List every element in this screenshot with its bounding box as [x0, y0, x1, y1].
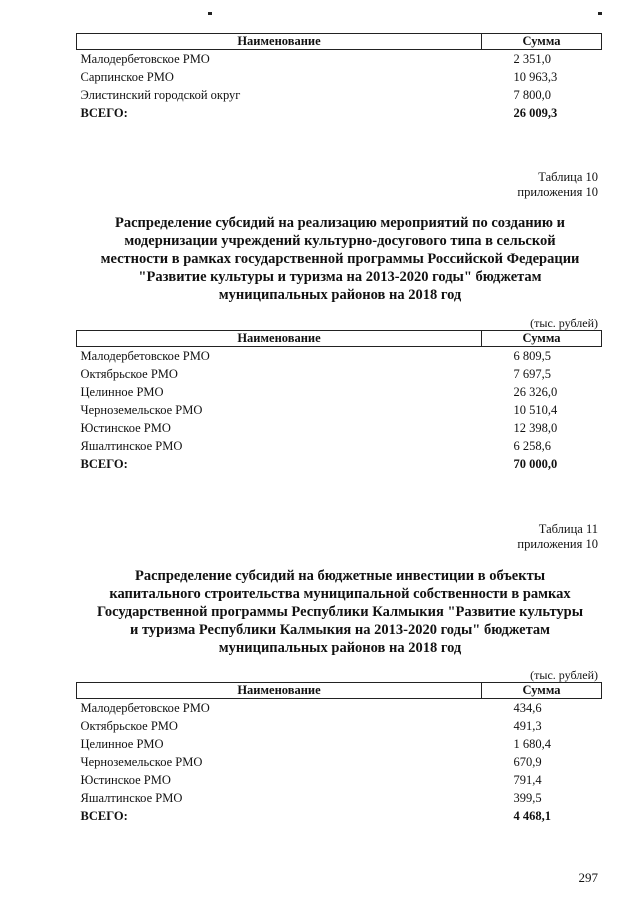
- scan-mark: [208, 12, 212, 15]
- column-header-name: Наименование: [77, 34, 482, 50]
- heading-line: муниципальных районов на 2018 год: [218, 287, 462, 303]
- row-sum: 6 809,5: [513, 349, 551, 363]
- total-sum: 70 000,0: [513, 457, 558, 471]
- caption-line: Таблица 11: [538, 522, 598, 536]
- table-row: [77, 50, 602, 69]
- row-name: Сарпинское РМО: [80, 70, 174, 84]
- row-sum: 491,3: [513, 719, 542, 733]
- row-name: Малодербетовское РМО: [80, 52, 210, 66]
- row-name: Черноземельское РМО: [80, 755, 203, 769]
- table-row: [77, 383, 602, 401]
- row-name: Юстинское РМО: [80, 773, 171, 787]
- table-row: [77, 771, 602, 789]
- row-sum: 1 680,4: [513, 737, 551, 751]
- table-11-heading: [70, 567, 610, 657]
- total-sum: 4 468,1: [513, 809, 551, 823]
- table-11: [76, 682, 602, 825]
- row-sum: 26 326,0: [513, 385, 558, 399]
- heading-line: Распределение субсидий на бюджетные инвестиции в объекты: [134, 568, 546, 584]
- row-sum: 670,9: [513, 755, 542, 769]
- row-sum: 6 258,6: [513, 439, 551, 453]
- row-sum: 399,5: [513, 791, 542, 805]
- heading-line: Государственной программы Республики Калмыкия "Развитие культуры: [96, 604, 584, 620]
- table-11-caption: [517, 522, 598, 552]
- total-row: [77, 807, 602, 825]
- table-11-unit: (тыс. рублей): [530, 668, 598, 682]
- heading-line: "Развитие культуры и туризма на 2013-2020 годы" бюджетам: [138, 269, 542, 285]
- row-name: Яшалтинское РМО: [80, 791, 183, 805]
- heading-line: муниципальных районов на 2018 год: [218, 640, 462, 656]
- row-name: Черноземельское РМО: [80, 403, 203, 417]
- row-name: Малодербетовское РМО: [80, 349, 210, 363]
- row-sum: 791,4: [513, 773, 542, 787]
- column-header-name: Наименование: [77, 331, 482, 347]
- table-header-row: [77, 331, 602, 347]
- table-header-row: [77, 34, 602, 50]
- table-row: [77, 753, 602, 771]
- row-sum: 7 800,0: [513, 88, 551, 102]
- table-row: [77, 401, 602, 419]
- heading-line: модернизации учреждений культурно-досугового типа в сельской: [124, 233, 556, 249]
- row-name: Целинное РМО: [80, 385, 164, 399]
- row-sum: 10 510,4: [513, 403, 558, 417]
- row-name: Юстинское РМО: [80, 421, 171, 435]
- total-label: ВСЕГО:: [80, 809, 128, 823]
- row-sum: 7 697,5: [513, 367, 551, 381]
- table-row: [77, 86, 602, 104]
- column-header-name: Наименование: [77, 683, 482, 699]
- column-header-sum: Сумма: [482, 683, 602, 699]
- table-row: [77, 789, 602, 807]
- table-row: [77, 699, 602, 718]
- caption-line: Таблица 10: [538, 170, 598, 184]
- row-name: Яшалтинское РМО: [80, 439, 183, 453]
- row-name: Малодербетовское РМО: [80, 701, 210, 715]
- heading-line: капитального строительства муниципальной собственности в рамках: [109, 586, 571, 602]
- table-10-heading: [70, 214, 610, 304]
- heading-line: Распределение субсидий на реализацию мероприятий по созданию и: [115, 215, 565, 231]
- row-sum: 434,6: [513, 701, 542, 715]
- table-row: [77, 437, 602, 455]
- table-row: [77, 735, 602, 753]
- table-10-caption: [517, 170, 598, 200]
- row-name: Целинное РМО: [80, 737, 164, 751]
- row-name: Октябрьское РМО: [80, 719, 178, 733]
- total-label: ВСЕГО:: [80, 457, 128, 471]
- total-label: ВСЕГО:: [80, 106, 128, 120]
- total-row: [77, 104, 602, 122]
- row-sum: 2 351,0: [513, 52, 551, 66]
- table-row: [77, 68, 602, 86]
- table-header-row: [77, 683, 602, 699]
- table-row: [77, 347, 602, 366]
- row-sum: 10 963,3: [513, 70, 558, 84]
- page-number: 297: [578, 870, 598, 885]
- table-10: [76, 330, 602, 473]
- row-name: Октябрьское РМО: [80, 367, 178, 381]
- column-header-sum: Сумма: [482, 34, 602, 50]
- row-name: Элистинский городской округ: [80, 88, 241, 102]
- table-row: [77, 717, 602, 735]
- heading-line: и туризма Республики Калмыкия на 2013-2020 годы" бюджетам: [130, 622, 550, 638]
- row-sum: 12 398,0: [513, 421, 558, 435]
- table-9: [76, 33, 602, 122]
- column-header-sum: Сумма: [482, 331, 602, 347]
- scan-mark: [598, 12, 602, 15]
- table-row: [77, 419, 602, 437]
- table-10-unit: (тыс. рублей): [530, 316, 598, 330]
- caption-line: приложения 10: [517, 185, 598, 199]
- total-sum: 26 009,3: [513, 106, 558, 120]
- table-row: [77, 365, 602, 383]
- caption-line: приложения 10: [517, 537, 598, 551]
- heading-line: местности в рамках государственной программы Российской Федерации: [100, 251, 580, 267]
- total-row: [77, 455, 602, 473]
